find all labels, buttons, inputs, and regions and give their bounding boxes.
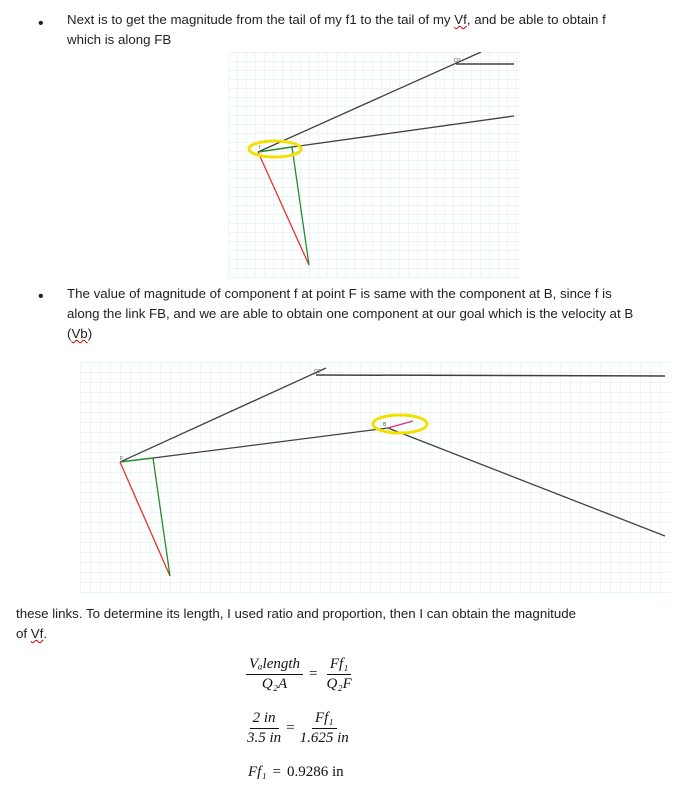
bullet-marker: • bbox=[38, 15, 44, 32]
paragraph-2 bbox=[67, 284, 633, 344]
grid-background bbox=[228, 52, 520, 278]
result-value: 0.9286 in bbox=[287, 764, 344, 780]
grid-background bbox=[80, 362, 670, 594]
paragraph-1 bbox=[67, 10, 606, 50]
spell-flag-vf: Vf bbox=[454, 12, 467, 27]
equation-substitution: $\frac{2 in}{3.5 in}$ = $\frac{\text{Ff₁}}{1.625 in}$ bbox=[244, 710, 352, 747]
velocity-diagram-2 bbox=[80, 362, 670, 594]
fraction-lhs: $\frac{\text{Vₐlength}}{\text{Q₂A}}$ bbox=[246, 656, 303, 693]
point-label-f: F bbox=[120, 456, 124, 462]
point-label-q2: Q2 bbox=[314, 369, 321, 375]
spell-flag-vb: Vb bbox=[71, 326, 88, 341]
paragraph-1-line-1: Next is to get the magnitude from the tail of my f1 to the tail of my Vf, and be able to obtain f bbox=[67, 12, 606, 27]
paragraph-2-line-3: (Vb) bbox=[67, 326, 93, 341]
velocity-diagram-1 bbox=[228, 52, 520, 278]
fraction-rhs: $\frac{\text{Ff₁}}{\text{Q₂F}}$ bbox=[326, 656, 352, 692]
paragraph-3-line-2: of Vf. bbox=[16, 626, 48, 641]
point-label-q2: Q2 bbox=[454, 58, 461, 64]
paragraph-2-line-2: along the link FB, and we are able to obtain one component at our goal which is the velocity at B bbox=[67, 306, 634, 321]
paragraph-1-line-2: which is along FB bbox=[67, 32, 172, 47]
paragraph-3 bbox=[16, 604, 576, 644]
paragraph-2-line-1: The value of magnitude of component f at point F is same with the component at B, since f is bbox=[67, 286, 612, 301]
fraction-rhs: $\frac{\text{Ff₁}}{1.625 in}$ bbox=[299, 710, 349, 746]
fraction-lhs: $\frac{2 in}{3.5 in}$ bbox=[247, 710, 282, 746]
paragraph-3-line-1: these links. To determine its length, I used ratio and proportion, then I can obtain the magnitude bbox=[16, 606, 577, 621]
spell-flag-vf: Vf bbox=[30, 626, 44, 641]
link-q2-horizontal bbox=[316, 375, 665, 376]
equation-ratio: $\frac{\text{Vₐlength}}{\text{Q₂A}}$ = $\frac{\text{Ff₁}}{\text{Q₂F}}$ bbox=[246, 656, 355, 693]
equation-result: Ff₁ = 0.9286 in bbox=[248, 764, 344, 781]
point-label-b: B bbox=[383, 422, 387, 428]
point-label-f: f bbox=[259, 145, 261, 151]
bullet-marker: • bbox=[38, 288, 44, 305]
